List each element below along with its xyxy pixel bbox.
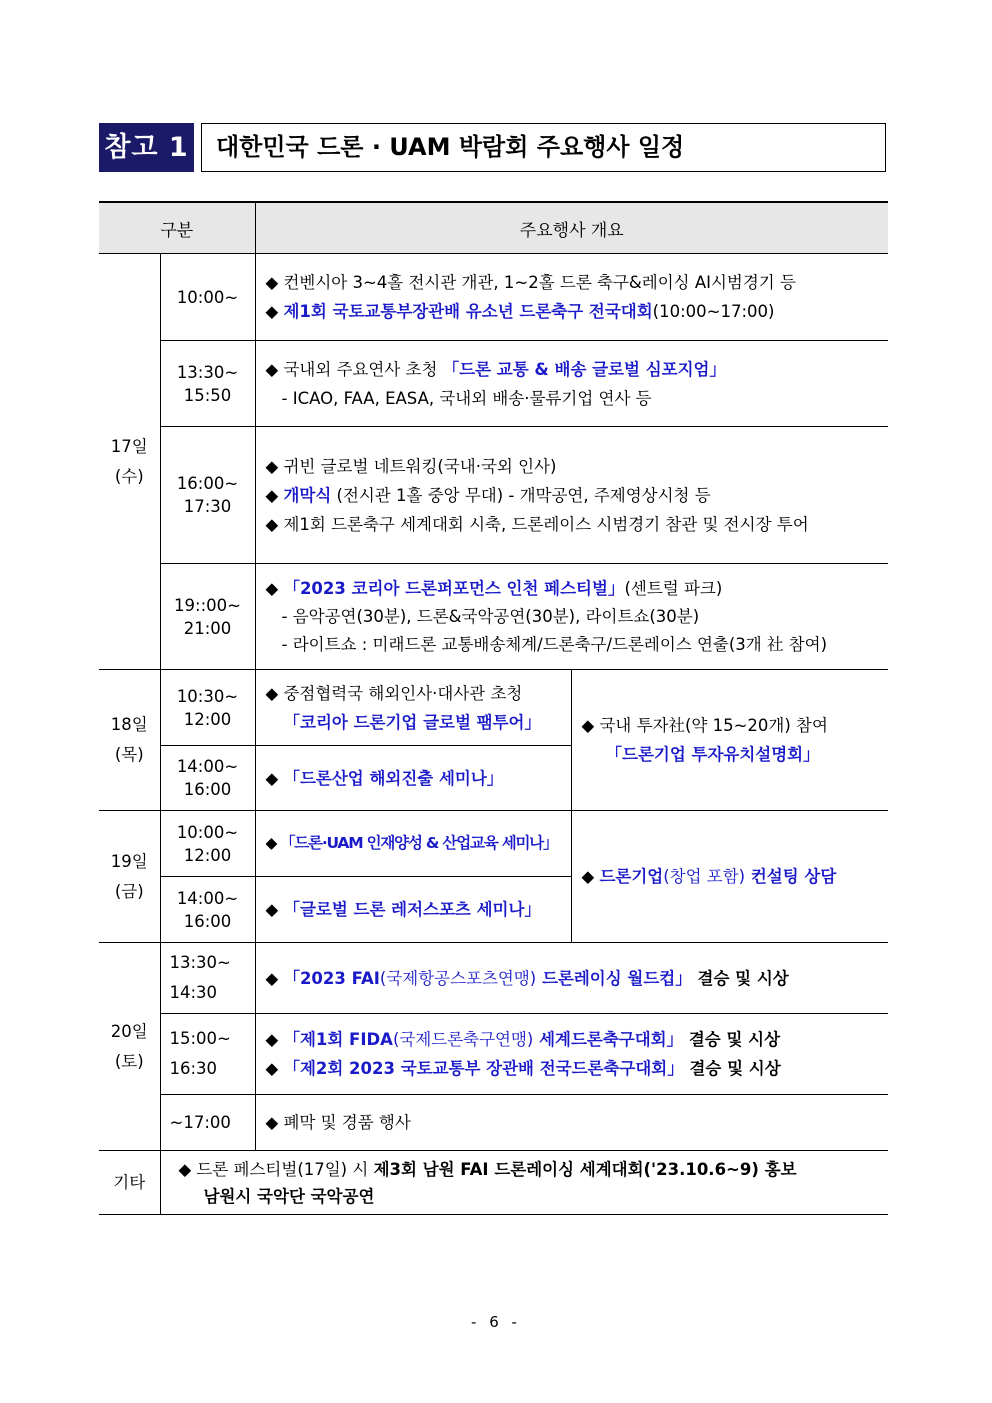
day-cell-17 [99, 254, 160, 670]
event-subline: - 음악공연(30분), 드론&국악공연(30분), 라이트쇼(30분) [281, 606, 700, 626]
time-end: 15:50 [183, 385, 232, 405]
table-row [99, 943, 888, 1014]
event-bold: 제3회 남원 FAI 드론레이싱 세계대회('23.10.6~9) 홍보 [373, 1159, 797, 1179]
table-row [99, 1151, 888, 1215]
bullet: ◆ [265, 485, 284, 505]
time-start: 13:30~ [169, 953, 231, 972]
event-highlight: 「제2회 2023 국토교통부 장관배 전국드론축구대회」 [283, 1059, 684, 1078]
table-row [99, 341, 888, 427]
event-line [266, 355, 889, 384]
weekday-label: (토) [114, 1051, 144, 1071]
event-bold: 남원시 국악단 국악공연 [203, 1186, 375, 1206]
time-end: 16:00 [183, 780, 232, 799]
event-highlight: 드론레이싱 월드컵」 [536, 968, 692, 988]
bullet: ◆ [265, 1059, 284, 1078]
table-row [99, 670, 888, 746]
event-line [266, 1054, 889, 1083]
page-number: - 6 - [471, 1313, 521, 1331]
event-highlight: 드론기업 [599, 867, 664, 886]
bullet: ◆ [581, 867, 600, 886]
event-subline: - ICAO, FAA, EASA, 국내외 배송·물류기업 연사 등 [281, 388, 652, 408]
event-note: (센트럴 파크) [624, 578, 723, 598]
time-cell [160, 877, 255, 943]
bullet: ◆ [265, 768, 284, 788]
time-start: 19::00~ [174, 595, 241, 615]
title-block [99, 123, 886, 172]
time-end: 14:30 [169, 983, 218, 1002]
event-content-side [571, 670, 888, 811]
schedule-table [99, 201, 888, 1215]
time-cell [160, 1014, 255, 1095]
time-cell [160, 427, 255, 564]
etc-label: 기타 [99, 1151, 160, 1215]
event-content [255, 427, 888, 564]
table-row [99, 254, 888, 341]
table-row [99, 564, 888, 670]
table-row [99, 1095, 888, 1151]
weekday-label: (금) [114, 881, 144, 901]
time-cell [160, 564, 255, 670]
event-highlight: 「드론·UAM 인재양성 & 산업교육 세미나」 [279, 834, 558, 852]
event-highlight: 제1회 국토교통부장관배 유소년 드론축구 전국대회 [283, 302, 653, 321]
bullet: ◆ [265, 968, 284, 988]
event-line: ◆ 중점협력국 해외인사·대사관 초청 [265, 683, 523, 703]
event-highlight: 「드론 교통 & 배송 글로벌 심포지엄」 [442, 359, 726, 379]
table-row [99, 1014, 888, 1095]
event-note: (10:00~17:00) [652, 302, 775, 321]
day-cell-19 [99, 811, 160, 943]
table-header-row [99, 202, 888, 254]
bullet: ◆ [265, 900, 284, 919]
time-start: 14:00~ [176, 888, 239, 908]
event-content [255, 670, 571, 746]
event-line: ◆ 국내 투자社(약 15~20개) 참여 [581, 716, 828, 735]
event-text: (전시관 1홀 중앙 무대) - 개막공연, 주제영상시청 등 [331, 485, 711, 505]
header-overview: 주요행사 개요 [255, 202, 888, 254]
time-start: 15:00~ [169, 1029, 231, 1048]
time-end: 21:00 [183, 618, 232, 638]
time-start: 13:30~ [176, 362, 239, 382]
event-content [255, 746, 571, 811]
bullet: ◆ [265, 302, 284, 321]
event-highlight: 세계드론축구대회」 [533, 1030, 684, 1049]
day-label: 18일 [110, 715, 148, 734]
event-highlight: 「2023 코리아 드론퍼포먼스 인천 페스티벌」 [283, 578, 625, 598]
event-content [255, 811, 571, 877]
event-line [266, 297, 889, 326]
time-cell [160, 811, 255, 877]
time-end: 12:00 [183, 845, 232, 865]
time-cell [160, 341, 255, 427]
event-line: ◆ 컨벤시아 3~4홀 전시관 개관, 1~2홀 드론 축구&레이싱 AI시범경기 등 [265, 273, 796, 292]
day-label: 17일 [110, 436, 148, 456]
event-text: 결승 및 시상 [683, 1059, 781, 1078]
event-highlight: 「코리아 드론기업 글로벌 팸투어」 [283, 712, 541, 732]
event-highlight: 「드론기업 투자유치설명회」 [605, 745, 820, 764]
event-text: ◆ 드론 페스티벌(17일) 시 [178, 1159, 374, 1179]
time-cell: ~17:00 [160, 1095, 255, 1151]
event-line: ◆ 귀빈 글로벌 네트워킹(국내·국외 인사) [265, 456, 557, 476]
time-start: 16:00~ [176, 474, 239, 493]
event-content [255, 341, 888, 427]
time-start: 10:00~ [176, 822, 239, 842]
event-content [255, 254, 888, 341]
day-label: 20일 [110, 1021, 148, 1041]
event-line [179, 1156, 889, 1183]
bullet: ◆ [265, 1030, 284, 1049]
event-text: 결승 및 시상 [691, 968, 789, 988]
event-line [266, 1025, 889, 1054]
event-content [255, 943, 888, 1014]
time-cell [160, 943, 255, 1014]
event-text: ◆ 국내외 주요연사 초청 [265, 359, 443, 379]
reference-badge: 참고 1 [99, 123, 194, 172]
event-content [160, 1151, 888, 1215]
time-cell [160, 670, 255, 746]
event-content [255, 1014, 888, 1095]
time-end: 16:00 [183, 911, 232, 931]
bullet: ◆ [265, 834, 280, 852]
time-cell: 10:00~ [160, 254, 255, 341]
table-row [99, 811, 888, 877]
event-line [266, 575, 889, 603]
event-highlight: 「2023 FAI [283, 968, 380, 988]
day-cell-20 [99, 943, 160, 1151]
time-end: 17:30 [183, 497, 232, 516]
weekday-label: (수) [114, 466, 144, 486]
day-label: 19일 [110, 851, 148, 871]
event-note: (국제드론축구연맹) [392, 1030, 534, 1049]
event-content-side [571, 811, 888, 943]
time-cell [160, 746, 255, 811]
time-start: 10:30~ [176, 686, 239, 706]
event-note: (창업 포함) [663, 867, 746, 886]
time-end: 12:00 [183, 709, 232, 729]
event-content [255, 877, 571, 943]
header-category: 구분 [99, 202, 255, 254]
time-end: 16:30 [169, 1059, 218, 1078]
day-cell-18 [99, 670, 160, 811]
event-highlight: 컨설팅 상담 [745, 867, 837, 886]
page-title: 대한민국 드론 · UAM 박람회 주요행사 일정 [201, 123, 886, 172]
event-line: ◆ 제1회 드론축구 세계대회 시축, 드론레이스 시범경기 참관 및 전시장 투어 [265, 514, 809, 534]
table-row [99, 427, 888, 564]
event-highlight: 개막식 [283, 485, 332, 505]
time-start: 14:00~ [176, 757, 239, 776]
weekday-label: (목) [114, 745, 144, 764]
event-highlight: 「글로벌 드론 레저스포츠 세미나」 [283, 900, 541, 919]
event-line [266, 481, 889, 510]
event-highlight: 「제1회 FIDA [283, 1030, 393, 1049]
event-text: 결승 및 시상 [683, 1030, 781, 1049]
event-content [255, 564, 888, 670]
event-note: (국제항공스포츠연맹) [379, 968, 537, 988]
event-highlight: 「드론산업 해외진출 세미나」 [283, 768, 504, 788]
bullet: ◆ [265, 578, 284, 598]
event-subline: - 라이트쇼 : 미래드론 교통배송체계/드론축구/드론레이스 연출(3개 社 참여) [281, 634, 828, 654]
event-content: ◆ 폐막 및 경품 행사 [255, 1095, 888, 1151]
